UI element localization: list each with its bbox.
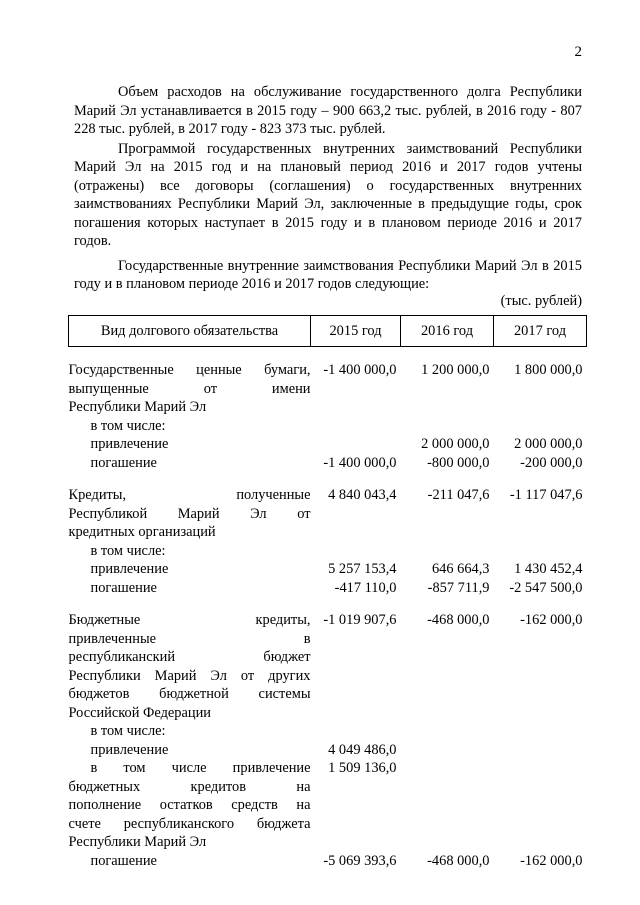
table-row (69, 361, 587, 417)
borrowings-table (68, 315, 587, 870)
cell-value: 1 430 452,4 (514, 561, 583, 577)
cell-value: -800 000,0 (427, 454, 490, 471)
page-number: 2 (574, 44, 582, 60)
column-header: 2017 год (494, 316, 587, 347)
row-label: погашение (90, 852, 157, 869)
cell-value: 4 049 486,0 (328, 741, 397, 758)
cell-value: 1 800 000,0 (514, 362, 583, 378)
paragraph: Государственные внутренние заимствования Республики Марий Эл в 2015 году и в плановом периоде 2016 и 2017 годов следующие: (74, 257, 582, 292)
cell-value: -417 110,0 (334, 579, 397, 596)
table-row (69, 417, 587, 436)
cell-value: 2 000 000,0 (421, 436, 490, 452)
cell-value (494, 741, 587, 760)
cell-value: 5 257 153,4 (328, 561, 397, 577)
cell-value: 2 000 000,0 (514, 436, 583, 452)
column-header: 2015 год (311, 316, 401, 347)
table-row (69, 741, 587, 760)
cell-value: -2 547 500,0 (509, 579, 583, 596)
row-label: погашение (90, 454, 157, 471)
cell-value: 4 840 043,4 (328, 487, 397, 503)
table-row (69, 560, 587, 579)
table-row (69, 852, 587, 871)
cell-value: -1 019 907,6 (323, 612, 397, 628)
cell-value (401, 759, 494, 852)
cell-value: -468 000,0 (427, 612, 490, 628)
body-text (74, 83, 582, 295)
table-row (69, 486, 587, 542)
units-label: (тыс. рублей) (500, 293, 582, 309)
cell-value: 1 509 136,0 (328, 760, 397, 776)
table-row (69, 579, 587, 598)
cell-value: -1 400 000,0 (323, 362, 397, 378)
paragraph: Объем расходов на обслуживание государственного долга Республики Марий Эл устанавливается в 2015 году – 900 663,2 тыс. рублей, в 2016 году - 807 228 тыс. рублей, в 2017 году - 823 373 тыс. рублей. (74, 84, 582, 137)
cell-value: -857 711,9 (427, 579, 490, 596)
table-row (69, 759, 587, 852)
cell-value: -1 400 000,0 (323, 454, 397, 471)
row-label: привлечение (90, 741, 169, 758)
cell-value: -162 000,0 (520, 852, 583, 869)
row-label: погашение (90, 579, 157, 596)
cell-value: -200 000,0 (520, 454, 583, 471)
cell-value (401, 741, 494, 760)
cell-value: -1 117 047,6 (509, 487, 583, 503)
cell-value: -468 000,0 (427, 852, 490, 869)
cell-value (311, 435, 401, 454)
row-label: Бюджетные кредиты, привлеченные в республиканский бюджет Республики Марий Эл от других бюджетов бюджетной системы Российской Федерации (68, 612, 311, 721)
table-header-row (69, 316, 587, 347)
table-row (69, 722, 587, 741)
cell-value: -211 047,6 (427, 487, 490, 503)
cell-value: 1 200 000,0 (421, 362, 490, 378)
row-label: в том числе: (90, 417, 166, 434)
row-label: в том числе: (90, 723, 166, 739)
table-row (69, 542, 587, 561)
row-label: Государственные ценные бумаги, выпущенные от имени Республики Марий Эл (68, 362, 311, 415)
cell-value: -162 000,0 (520, 612, 583, 628)
paragraph: Программой государственных внутренних заимствований Республики Марий Эл на 2015 год и на плановый период 2016 и 2017 годов учтены (отражены) все договоры (соглашения) о государственных внутренних заимствованиях Республики Марий Эл, заключенные в предыдущие годы, срок погашения которых наступает в 2015 году и в плановом периоде 2016 и 2017 годов. (74, 140, 582, 249)
table-row (69, 435, 587, 454)
column-header: 2016 год (401, 316, 494, 347)
cell-value: 646 664,3 (431, 561, 490, 577)
column-header: Вид долгового обязательства (69, 316, 311, 347)
cell-value: -5 069 393,6 (323, 852, 397, 869)
row-label: в том числе привлечение бюджетных кредитов на пополнение остатков средств на счете республиканского бюджета Республики Марий Эл (68, 760, 311, 850)
cell-value (494, 759, 587, 852)
row-label: привлечение (90, 561, 169, 577)
table-row (69, 454, 587, 473)
row-label: привлечение (90, 436, 169, 452)
table-row (69, 611, 587, 722)
row-label: Кредиты, полученные Республикой Марий Эл от кредитных организаций (68, 487, 311, 540)
row-label: в том числе: (90, 542, 166, 559)
